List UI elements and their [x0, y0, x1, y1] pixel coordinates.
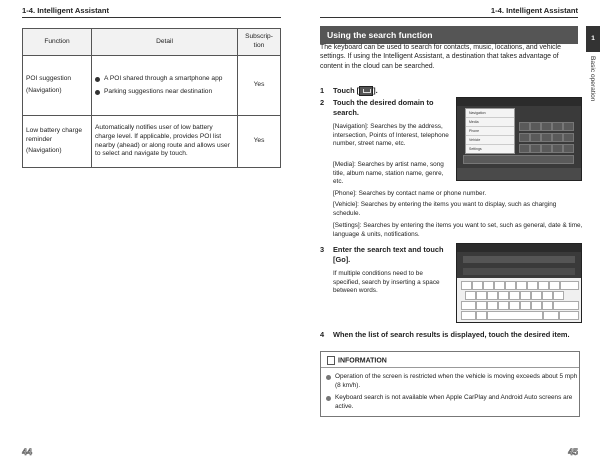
right-running-header: 1-4. Intelligent Assistant [490, 6, 578, 15]
screen-key[interactable] [476, 301, 487, 310]
menu-item-navigation[interactable]: Navigation [466, 109, 514, 118]
domain-media [333, 161, 451, 187]
step-1-text [333, 86, 378, 96]
domain-label: [Settings] [333, 222, 360, 229]
screen-key[interactable] [520, 291, 531, 300]
domain-label: [Vehicle] [333, 201, 358, 208]
right-page-number: 45 [567, 447, 578, 457]
screen-bottom-bar [457, 168, 581, 180]
table-row [23, 116, 281, 168]
screen-key[interactable] [509, 291, 520, 300]
intro-paragraph: The keyboard can be used to search for contacts, music, locations, and vehicle settings. If using the Intelligent Assistant, a destination that takes advantage of content in the cloud can be searched. [320, 44, 561, 70]
information-icon [327, 356, 335, 365]
screen-key [552, 133, 563, 142]
step-number: 2 [320, 98, 325, 107]
function-name: POI suggestion [26, 75, 72, 83]
screen-key[interactable] [461, 311, 476, 320]
keyboard-search-icon [359, 86, 373, 96]
screen-key [552, 122, 563, 131]
screen-key [519, 133, 530, 142]
information-text: Keyboard search is not available when Apple CarPlay and Android Auto screens are active. [335, 394, 573, 410]
domain-label: [Navigation] [333, 123, 367, 130]
table-header-function: Function [23, 29, 92, 56]
screen-key[interactable] [542, 301, 553, 310]
step-2-text: Touch the desired domain to search. [333, 98, 434, 117]
screen-key [519, 122, 530, 131]
step-1-text-end: ]. [373, 86, 378, 95]
step-number: 4 [320, 330, 325, 339]
bullet-dot [95, 90, 100, 95]
detail-text: Parking suggestions near destination [104, 87, 213, 95]
table-cell-function [23, 116, 92, 168]
menu-item-vehicle[interactable]: Vehicle [466, 136, 514, 145]
right-header-rule [320, 17, 578, 18]
screen-key[interactable] [487, 301, 498, 310]
function-category: (Navigation) [26, 87, 62, 94]
information-heading [327, 356, 387, 365]
screen-search-field[interactable] [463, 256, 575, 263]
screen-key[interactable] [542, 291, 553, 300]
screen-key[interactable] [531, 291, 542, 300]
step-3-text: Enter the search text and touch [Go]. [333, 245, 444, 264]
screen-key[interactable] [505, 281, 516, 290]
screen-key[interactable] [553, 301, 579, 310]
menu-item-settings[interactable]: Settings [469, 147, 482, 151]
search-domain-screen [456, 97, 582, 181]
screen-top-bar [457, 244, 581, 252]
screen-key[interactable] [531, 301, 542, 310]
left-header-rule [22, 17, 281, 18]
function-table [22, 28, 281, 168]
table-header-row [23, 29, 281, 56]
table-cell-subscription: Yes [238, 56, 281, 116]
screen-key [563, 133, 574, 142]
function-category: (Navigation) [26, 146, 62, 154]
screen-key[interactable] [516, 281, 527, 290]
table-cell-subscription: Yes [238, 116, 281, 168]
bullet-dot [326, 396, 331, 401]
screen-key [530, 144, 541, 153]
screen-key[interactable] [509, 301, 520, 310]
bullet-dot [326, 375, 331, 380]
domain-desc: : Searches by artist name, song title, album name, station name, genre, etc. [333, 161, 444, 186]
screen-space-key[interactable] [487, 311, 543, 320]
screen-key[interactable] [487, 291, 498, 300]
section-title: Using the search function [320, 26, 578, 44]
screen-suggestion-row[interactable] [463, 268, 575, 275]
screen-key[interactable] [476, 311, 487, 320]
screen-key[interactable] [498, 291, 509, 300]
screen-key[interactable] [476, 291, 487, 300]
screen-key[interactable] [520, 301, 531, 310]
step-number: 3 [320, 245, 325, 254]
detail-text: A POI shared through a smartphone app [104, 74, 223, 82]
screen-key[interactable] [461, 301, 476, 310]
information-text: Operation of the screen is restricted when the vehicle is moving exceeds about 5 mph (8 km/h). [335, 373, 578, 389]
table-row [23, 56, 281, 116]
screen-keyboard [457, 278, 581, 322]
screen-key [563, 122, 574, 131]
menu-item-phone[interactable]: Phone [466, 127, 514, 136]
detail-bullet [95, 88, 234, 97]
information-divider [321, 367, 579, 368]
screen-key[interactable] [560, 281, 579, 290]
screen-key[interactable] [483, 281, 494, 290]
screen-key [530, 133, 541, 142]
menu-item-media[interactable]: Media [466, 118, 514, 127]
domain-desc: : Searches by entering the items you want to display, such as charging schedule. [333, 201, 557, 217]
domain-label: [Media] [333, 161, 354, 168]
screen-key [519, 144, 530, 153]
information-title: INFORMATION [338, 357, 387, 365]
screen-key[interactable] [472, 281, 483, 290]
screen-key[interactable] [553, 291, 564, 300]
screen-key [463, 155, 574, 164]
table-cell-function [23, 56, 92, 116]
domain-desc: : Searches by the address, intersection, Points of Interest, telephone number, street name, etc. [333, 123, 449, 148]
screen-key[interactable] [461, 281, 472, 290]
screen-key [563, 144, 574, 153]
chapter-side-label: Basic operation [589, 56, 596, 102]
screen-key[interactable] [465, 291, 476, 300]
screen-key[interactable] [494, 281, 505, 290]
information-box [320, 351, 580, 417]
information-item [326, 394, 579, 411]
left-running-header: 1-4. Intelligent Assistant [22, 6, 110, 15]
table-cell-detail [92, 56, 238, 116]
bullet-dot [95, 77, 100, 82]
step-4-text: When the list of search results is displayed, touch the desired item. [333, 330, 570, 339]
left-page-number: 44 [22, 447, 33, 457]
information-item [326, 373, 579, 390]
step-3-note: If multiple conditions need to be specified, search by inserting a space between words. [333, 270, 440, 295]
screen-key[interactable] [527, 281, 538, 290]
screen-search-bar [457, 98, 581, 106]
domain-navigation [333, 123, 451, 149]
screen-key[interactable] [559, 311, 579, 320]
table-cell-detail: Automatically notifies user of low battery charge level. If applicable, provides POI list nearby (ahead) or along route and allows user to select and navigate by touch. [92, 116, 238, 168]
domain-phone [333, 190, 583, 199]
domain-settings [333, 222, 583, 239]
step-number: 1 [320, 86, 325, 95]
table-header-subscription: Subscrip-tion [238, 29, 281, 56]
detail-bullet [95, 75, 234, 84]
search-keyboard-screen [456, 243, 582, 323]
chapter-tab: 1 [586, 26, 600, 52]
screen-key [552, 144, 563, 153]
table-header-detail: Detail [92, 29, 238, 56]
screen-key[interactable] [538, 281, 549, 290]
screen-key[interactable] [543, 311, 559, 320]
function-name: Low battery charge reminder [26, 127, 83, 144]
screen-key[interactable] [498, 301, 509, 310]
domain-desc: : Searches by contact name or phone number. [355, 190, 487, 197]
screen-key [541, 144, 552, 153]
domain-label: [Phone] [333, 190, 356, 197]
screen-key[interactable] [549, 281, 560, 290]
domain-menu[interactable] [465, 108, 515, 154]
step-1-text-start: Touch [ [333, 86, 360, 95]
domain-vehicle [333, 201, 583, 218]
screen-key [541, 122, 552, 131]
screen-key [530, 122, 541, 131]
screen-key [541, 133, 552, 142]
domain-desc: : Searches by entering the items you want to set, such as general, date & time, language & units, notifications. [333, 222, 583, 238]
